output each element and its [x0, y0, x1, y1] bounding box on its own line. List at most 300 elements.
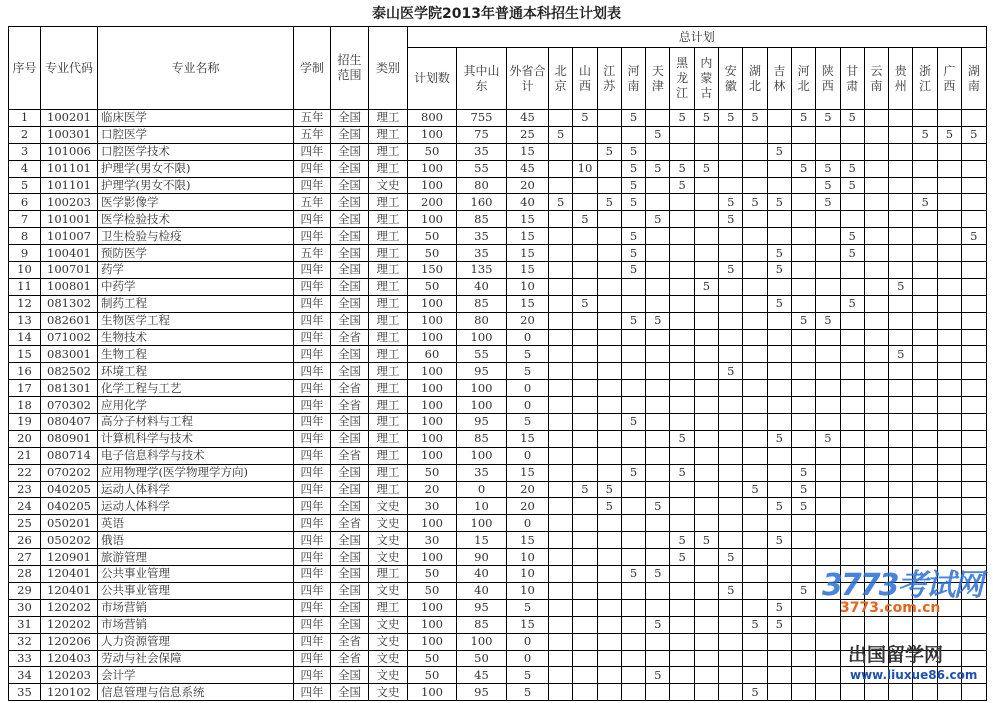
- cell-type: 理工: [369, 380, 408, 397]
- cell-province-quota: [889, 194, 913, 211]
- cell-name: 生物医学工程: [98, 312, 294, 329]
- cell-province-quota: [549, 245, 573, 262]
- cell-shandong: 85: [457, 295, 507, 312]
- cell-province-quota: [767, 684, 791, 701]
- cell-province-quota: [597, 430, 621, 447]
- cell-province-quota: [937, 616, 961, 633]
- cell-province-quota: 5: [791, 464, 815, 481]
- cell-shandong: 100: [457, 515, 507, 532]
- cell-province-quota: [719, 532, 743, 549]
- cell-province-quota: [719, 430, 743, 447]
- cell-name: 应用物理学(医学物理学方向): [98, 464, 294, 481]
- cell-name: 制药工程: [98, 295, 294, 312]
- cell-province-quota: 5: [767, 430, 791, 447]
- cell-code: 101101: [41, 160, 98, 177]
- cell-province-quota: [719, 414, 743, 431]
- cell-province-quota: [962, 616, 987, 633]
- cell-province-quota: [573, 143, 597, 160]
- cell-province-quota: [962, 295, 987, 312]
- cell-province-quota: [743, 312, 767, 329]
- cell-province-quota: [913, 515, 937, 532]
- cell-province-quota: 5: [719, 582, 743, 599]
- cell-plan: 100: [408, 633, 457, 650]
- cell-plan: 100: [408, 126, 457, 143]
- cell-scope: 全省: [331, 650, 369, 667]
- cell-province-quota: [767, 228, 791, 245]
- cell-province-quota: [864, 329, 888, 346]
- cell-province-quota: 5: [889, 278, 913, 295]
- cell-type: 文史: [369, 498, 408, 515]
- cell-province-quota: 5: [621, 312, 645, 329]
- cell-code: 101101: [41, 177, 98, 194]
- cell-province-quota: [791, 616, 815, 633]
- cell-province-quota: 5: [767, 599, 791, 616]
- cell-shandong: 100: [457, 447, 507, 464]
- table-row: [9, 430, 987, 447]
- cell-province-quota: 5: [743, 616, 767, 633]
- cell-shandong: 160: [457, 194, 507, 211]
- cell-province-quota: [621, 515, 645, 532]
- cell-province-quota: 5: [913, 194, 937, 211]
- cell-province-quota: [646, 684, 670, 701]
- cell-province-quota: [864, 616, 888, 633]
- header-province: 北京: [549, 48, 573, 110]
- header-province: 云南: [864, 48, 888, 110]
- header-code: 专业代码: [41, 27, 98, 110]
- cell-length: 五年: [294, 245, 331, 262]
- cell-province-quota: [573, 329, 597, 346]
- cell-province-quota: [646, 143, 670, 160]
- cell-other: 15: [507, 245, 549, 262]
- cell-province-quota: [962, 245, 987, 262]
- cell-province-quota: [816, 667, 840, 684]
- cell-plan: 50: [408, 245, 457, 262]
- cell-province-quota: [937, 532, 961, 549]
- cell-province-quota: [694, 143, 718, 160]
- cell-province-quota: [889, 312, 913, 329]
- cell-shandong: 135: [457, 262, 507, 279]
- cell-province-quota: 5: [791, 160, 815, 177]
- header-province: 浙江: [913, 48, 937, 110]
- cell-province-quota: [962, 532, 987, 549]
- cell-province-quota: 5: [840, 295, 864, 312]
- table-row: [9, 228, 987, 245]
- cell-province-quota: [573, 515, 597, 532]
- cell-province-quota: [694, 346, 718, 363]
- cell-shandong: 90: [457, 549, 507, 566]
- cell-province-quota: [913, 262, 937, 279]
- cell-type: 理工: [369, 566, 408, 583]
- header-province: 湖北: [743, 48, 767, 110]
- cell-code: 100201: [41, 110, 98, 127]
- cell-province-quota: [670, 363, 694, 380]
- header-name: 专业名称: [98, 27, 294, 110]
- cell-shandong: 55: [457, 160, 507, 177]
- cell-code: 120403: [41, 650, 98, 667]
- cell-province-quota: [864, 532, 888, 549]
- cell-province-quota: [913, 532, 937, 549]
- cell-name: 预防医学: [98, 245, 294, 262]
- cell-province-quota: [937, 498, 961, 515]
- cell-province-quota: 5: [597, 498, 621, 515]
- cell-name: 卫生检验与检疫: [98, 228, 294, 245]
- cell-province-quota: [743, 667, 767, 684]
- cell-province-quota: [840, 194, 864, 211]
- cell-type: 理工: [369, 295, 408, 312]
- cell-scope: 全国: [331, 228, 369, 245]
- cell-province-quota: 5: [719, 211, 743, 228]
- cell-province-quota: [840, 380, 864, 397]
- cell-province-quota: 5: [743, 481, 767, 498]
- cell-province-quota: [889, 110, 913, 127]
- cell-province-quota: [646, 447, 670, 464]
- cell-other: 20: [507, 312, 549, 329]
- cell-province-quota: [767, 397, 791, 414]
- cell-province-quota: [573, 566, 597, 583]
- cell-province-quota: [670, 312, 694, 329]
- cell-province-quota: [937, 211, 961, 228]
- cell-province-quota: [549, 160, 573, 177]
- cell-province-quota: [767, 481, 791, 498]
- cell-code: 120206: [41, 633, 98, 650]
- cell-province-quota: [670, 599, 694, 616]
- cell-other: 0: [507, 380, 549, 397]
- cell-type: 文史: [369, 515, 408, 532]
- cell-shandong: 10: [457, 498, 507, 515]
- cell-scope: 全国: [331, 532, 369, 549]
- cell-province-quota: [937, 262, 961, 279]
- cell-type: 理工: [369, 143, 408, 160]
- cell-province-quota: [913, 312, 937, 329]
- table-row: [9, 481, 987, 498]
- cell-province-quota: [767, 363, 791, 380]
- cell-seq: 19: [9, 414, 41, 431]
- cell-name: 口腔医学技术: [98, 143, 294, 160]
- cell-shandong: 95: [457, 599, 507, 616]
- table-row: [9, 278, 987, 295]
- cell-province-quota: 5: [767, 194, 791, 211]
- cell-province-quota: [864, 363, 888, 380]
- cell-province-quota: [791, 245, 815, 262]
- cell-province-quota: [743, 515, 767, 532]
- cell-type: 文史: [369, 582, 408, 599]
- cell-length: 五年: [294, 126, 331, 143]
- cell-province-quota: [549, 143, 573, 160]
- cell-length: 四年: [294, 346, 331, 363]
- cell-province-quota: [719, 380, 743, 397]
- cell-province-quota: [962, 143, 987, 160]
- cell-province-quota: [694, 228, 718, 245]
- cell-type: 理工: [369, 312, 408, 329]
- cell-province-quota: [597, 228, 621, 245]
- cell-type: 理工: [369, 447, 408, 464]
- cell-province-quota: [913, 110, 937, 127]
- cell-code: 100203: [41, 194, 98, 211]
- cell-province-quota: [597, 582, 621, 599]
- cell-scope: 全国: [331, 194, 369, 211]
- cell-type: 文史: [369, 684, 408, 701]
- table-row: [9, 312, 987, 329]
- cell-province-quota: 5: [743, 110, 767, 127]
- header-province: 吉林: [767, 48, 791, 110]
- cell-province-quota: [646, 278, 670, 295]
- cell-province-quota: 5: [670, 549, 694, 566]
- cell-plan: 100: [408, 414, 457, 431]
- cell-type: 理工: [369, 278, 408, 295]
- cell-name: 环境工程: [98, 363, 294, 380]
- cell-province-quota: 5: [621, 228, 645, 245]
- table-row: [9, 346, 987, 363]
- cell-other: 5: [507, 667, 549, 684]
- cell-province-quota: [937, 397, 961, 414]
- cell-province-quota: [913, 228, 937, 245]
- cell-province-quota: [864, 312, 888, 329]
- cell-province-quota: [573, 126, 597, 143]
- cell-province-quota: [889, 684, 913, 701]
- cell-province-quota: [621, 380, 645, 397]
- cell-province-quota: [621, 498, 645, 515]
- cell-province-quota: [670, 211, 694, 228]
- cell-province-quota: [791, 515, 815, 532]
- cell-province-quota: [864, 515, 888, 532]
- cell-province-quota: [573, 194, 597, 211]
- cell-province-quota: [816, 363, 840, 380]
- cell-code: 101006: [41, 143, 98, 160]
- cell-other: 45: [507, 110, 549, 127]
- cell-shandong: 35: [457, 228, 507, 245]
- cell-province-quota: [791, 667, 815, 684]
- cell-scope: 全国: [331, 684, 369, 701]
- cell-province-quota: [597, 312, 621, 329]
- cell-province-quota: [573, 582, 597, 599]
- cell-province-quota: [670, 667, 694, 684]
- cell-province-quota: [840, 363, 864, 380]
- cell-province-quota: [962, 278, 987, 295]
- cell-province-quota: [694, 295, 718, 312]
- cell-province-quota: [597, 684, 621, 701]
- cell-province-quota: 5: [889, 346, 913, 363]
- cell-province-quota: [767, 177, 791, 194]
- cell-province-quota: 5: [694, 160, 718, 177]
- cell-plan: 50: [408, 228, 457, 245]
- cell-province-quota: [670, 397, 694, 414]
- cell-province-quota: [913, 295, 937, 312]
- cell-province-quota: [670, 414, 694, 431]
- cell-type: 理工: [369, 228, 408, 245]
- cell-shandong: 95: [457, 684, 507, 701]
- cell-province-quota: 5: [646, 616, 670, 633]
- cell-province-quota: [962, 633, 987, 650]
- table-row: [9, 160, 987, 177]
- cell-province-quota: [694, 397, 718, 414]
- cell-province-quota: [743, 414, 767, 431]
- watermark-logo-left: 3773考试网: [822, 568, 982, 603]
- cell-plan: 100: [408, 380, 457, 397]
- cell-length: 四年: [294, 363, 331, 380]
- cell-province-quota: 5: [791, 582, 815, 599]
- table-row: [9, 515, 987, 532]
- cell-length: 四年: [294, 329, 331, 346]
- cell-other: 0: [507, 329, 549, 346]
- cell-other: 5: [507, 684, 549, 701]
- cell-province-quota: [816, 211, 840, 228]
- cell-province-quota: [694, 126, 718, 143]
- cell-province-quota: [767, 278, 791, 295]
- cell-seq: 2: [9, 126, 41, 143]
- cell-code: 101007: [41, 228, 98, 245]
- cell-province-quota: [694, 245, 718, 262]
- cell-province-quota: [573, 414, 597, 431]
- cell-province-quota: [962, 684, 987, 701]
- cell-length: 四年: [294, 633, 331, 650]
- cell-type: 理工: [369, 160, 408, 177]
- cell-province-quota: [962, 346, 987, 363]
- cell-province-quota: [816, 498, 840, 515]
- cell-province-quota: [937, 228, 961, 245]
- cell-province-quota: 5: [767, 143, 791, 160]
- cell-scope: 全国: [331, 245, 369, 262]
- cell-province-quota: [791, 532, 815, 549]
- cell-code: 080407: [41, 414, 98, 431]
- table-row: [9, 684, 987, 701]
- header-province: 湖南: [962, 48, 987, 110]
- cell-province-quota: [621, 329, 645, 346]
- cell-type: 文史: [369, 532, 408, 549]
- table-row: [9, 532, 987, 549]
- cell-province-quota: [937, 380, 961, 397]
- cell-province-quota: 5: [670, 177, 694, 194]
- cell-other: 5: [507, 363, 549, 380]
- cell-province-quota: 5: [767, 245, 791, 262]
- cell-province-quota: [670, 481, 694, 498]
- cell-province-quota: [962, 447, 987, 464]
- cell-province-quota: [694, 312, 718, 329]
- cell-province-quota: [767, 126, 791, 143]
- cell-province-quota: [694, 515, 718, 532]
- cell-province-quota: [573, 312, 597, 329]
- cell-province-quota: [646, 329, 670, 346]
- cell-province-quota: [621, 532, 645, 549]
- cell-province-quota: [791, 329, 815, 346]
- cell-province-quota: [937, 194, 961, 211]
- header-province: 黑龙江: [670, 48, 694, 110]
- cell-province-quota: [791, 363, 815, 380]
- cell-name: 人力资源管理: [98, 633, 294, 650]
- cell-other: 45: [507, 160, 549, 177]
- cell-province-quota: [840, 143, 864, 160]
- cell-province-quota: [743, 211, 767, 228]
- cell-province-quota: [719, 599, 743, 616]
- cell-province-quota: 5: [597, 481, 621, 498]
- header-province: 内蒙古: [694, 48, 718, 110]
- cell-scope: 全国: [331, 549, 369, 566]
- cell-name: 运动人体科学: [98, 498, 294, 515]
- cell-province-quota: [767, 380, 791, 397]
- cell-province-quota: [621, 295, 645, 312]
- cell-province-quota: [719, 616, 743, 633]
- cell-province-quota: [597, 110, 621, 127]
- cell-province-quota: [840, 414, 864, 431]
- cell-province-quota: [743, 464, 767, 481]
- cell-province-quota: 5: [913, 126, 937, 143]
- cell-province-quota: [670, 143, 694, 160]
- cell-province-quota: [549, 346, 573, 363]
- cell-province-quota: [816, 481, 840, 498]
- cell-shandong: 0: [457, 481, 507, 498]
- cell-province-quota: [962, 481, 987, 498]
- cell-province-quota: [573, 228, 597, 245]
- cell-province-quota: [864, 194, 888, 211]
- cell-province-quota: [646, 380, 670, 397]
- cell-seq: 25: [9, 515, 41, 532]
- cell-name: 劳动与社会保障: [98, 650, 294, 667]
- cell-province-quota: [767, 633, 791, 650]
- watermark-url-right: www.liuxue86.com: [850, 668, 978, 682]
- cell-province-quota: [962, 515, 987, 532]
- cell-province-quota: [670, 650, 694, 667]
- cell-province-quota: [962, 211, 987, 228]
- cell-province-quota: [719, 160, 743, 177]
- cell-seq: 21: [9, 447, 41, 464]
- cell-province-quota: [767, 346, 791, 363]
- cell-province-quota: [962, 380, 987, 397]
- cell-province-quota: [937, 295, 961, 312]
- cell-seq: 33: [9, 650, 41, 667]
- cell-plan: 50: [408, 667, 457, 684]
- cell-province-quota: 5: [670, 464, 694, 481]
- cell-province-quota: [889, 481, 913, 498]
- cell-province-quota: [573, 667, 597, 684]
- cell-province-quota: 5: [791, 110, 815, 127]
- table-row: [9, 498, 987, 515]
- cell-province-quota: [962, 430, 987, 447]
- cell-province-quota: [937, 447, 961, 464]
- cell-scope: 全国: [331, 312, 369, 329]
- header-other: 外省合计: [507, 48, 549, 110]
- cell-code: 100301: [41, 126, 98, 143]
- cell-province-quota: [646, 177, 670, 194]
- cell-code: 120202: [41, 616, 98, 633]
- table-row: [9, 650, 987, 667]
- cell-province-quota: [670, 194, 694, 211]
- cell-province-quota: [743, 278, 767, 295]
- cell-province-quota: [646, 599, 670, 616]
- cell-province-quota: [646, 430, 670, 447]
- cell-province-quota: [840, 126, 864, 143]
- cell-province-quota: [597, 667, 621, 684]
- cell-province-quota: [719, 566, 743, 583]
- cell-province-quota: [621, 582, 645, 599]
- table-row: [9, 295, 987, 312]
- cell-province-quota: [573, 599, 597, 616]
- cell-province-quota: [549, 278, 573, 295]
- cell-plan: 100: [408, 447, 457, 464]
- cell-province-quota: [597, 464, 621, 481]
- cell-province-quota: 5: [670, 110, 694, 127]
- cell-province-quota: [816, 684, 840, 701]
- cell-province-quota: 5: [719, 363, 743, 380]
- cell-length: 四年: [294, 650, 331, 667]
- cell-province-quota: [694, 430, 718, 447]
- cell-plan: 100: [408, 616, 457, 633]
- cell-name: 市场营销: [98, 616, 294, 633]
- cell-other: 0: [507, 650, 549, 667]
- cell-province-quota: 5: [597, 143, 621, 160]
- cell-province-quota: [573, 177, 597, 194]
- cell-province-quota: [597, 515, 621, 532]
- cell-province-quota: 5: [621, 566, 645, 583]
- cell-province-quota: [694, 684, 718, 701]
